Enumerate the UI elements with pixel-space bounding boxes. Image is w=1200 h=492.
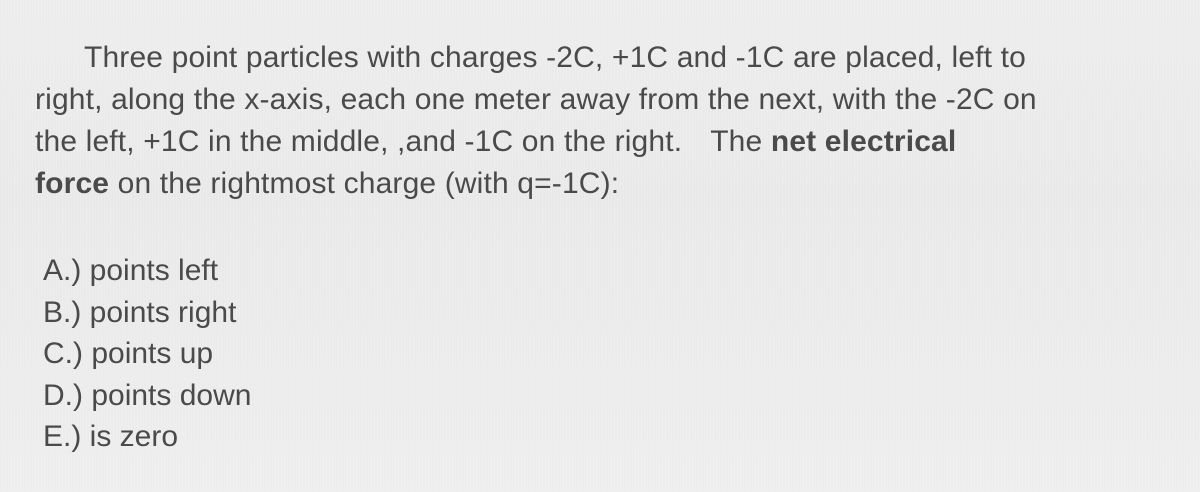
- question-emphasis-force: force: [35, 167, 110, 200]
- option-d: D.) points down: [43, 378, 252, 412]
- option-a: A.) points left: [43, 254, 219, 287]
- option-c: C.) points up: [43, 337, 214, 370]
- question-line-1: Three point particles with charges -2C, +1C and -1C are placed, left to: [84, 41, 1026, 74]
- option-b: B.) points right: [43, 295, 237, 329]
- question-emphasis-net-electrical: net electrical: [770, 125, 957, 158]
- answer-options: [43, 250, 251, 458]
- question-line-4-text: on the rightmost charge (with q=-1C):: [117, 167, 620, 200]
- question-line-4: [35, 163, 1185, 205]
- question-line-2: right, along the x-axis, each one meter away from the next, with the -2C on: [35, 83, 1037, 116]
- question-line-3-the: The: [710, 125, 763, 158]
- question-line-3-text: the left, +1C in the middle, ,and -1C on the right.: [35, 125, 683, 158]
- option-e: E.) is zero: [43, 420, 179, 453]
- question-line-3: [35, 121, 1185, 163]
- question-text: [35, 37, 1185, 205]
